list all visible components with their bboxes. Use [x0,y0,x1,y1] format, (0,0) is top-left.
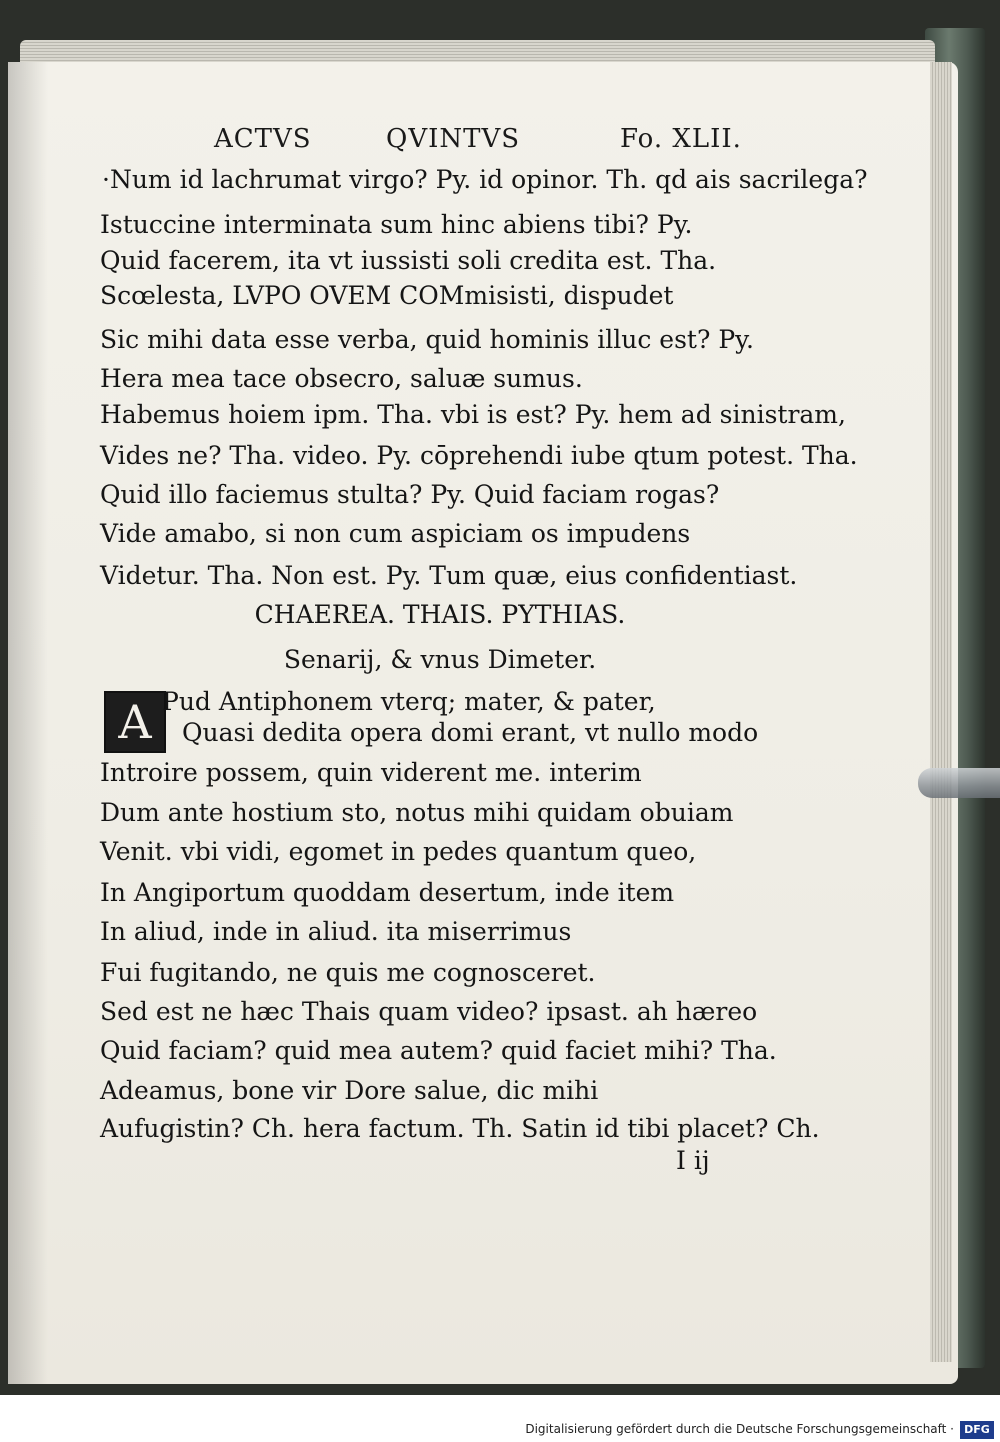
decorated-initial [104,691,166,753]
text-line: Quasi dedita opera domi erant, vt nullo modo [182,718,759,747]
text-line: In Angiportum quoddam desertum, inde item [100,878,675,907]
text-line: Dum ante hostium sto, notus mihi quidam obuiam [100,798,734,827]
text-line: Vides ne? Tha. video. Py. cōprehendi iube qtum potest. Tha. [100,441,858,470]
text-line: Quid facerem, ita vt iussisti soli credita est. Tha. [100,246,717,275]
running-header [0,118,950,158]
scene-heading: CHAEREA. THAIS. PYTHIAS. [254,600,626,629]
text-line: Istuccine interminata sum hinc abiens tibi? Py. [100,210,693,239]
header-center: QVINTVS [386,124,521,154]
text-line: Quid faciam? quid mea autem? quid faciet mihi? Tha. [100,1036,777,1065]
text-line: Sed est ne hæc Thais quam video? ipsast. ah hæreo [100,997,758,1026]
text-line: Venit. vbi vidi, egomet in pedes quantum queo, [100,837,697,866]
text-line: In aliud, inde in aliud. ita miserrimus [100,917,572,946]
funding-notice: Digitalisierung gefördert durch die Deutsche Forschungsgemeinschaft · [525,1422,954,1436]
meter-heading: Senarij, & vnus Dimeter. [283,645,597,674]
text-line: Scœlesta, LVPO OVEM COMmisisti, dispudet [100,281,674,310]
text-line: Habemus hoiem ipm. Tha. vbi is est? Py. hem ad sinistram, [100,400,846,429]
footer-bar [0,1420,1000,1442]
page-stack-right [930,62,952,1362]
text-line: Vide amabo, si non cum aspiciam os impudens [100,519,691,548]
text-line: Introire possem, quin viderent me. interim [100,758,642,787]
text-line: Quid illo faciemus stulta? Py. Quid faciam rogas? [100,480,720,509]
text-line: Hera mea tace obsecro, saluæ sumus. [100,364,583,393]
page-clip-marker [918,768,1000,798]
initial-letter: A [118,695,152,749]
signature-mark: I ij [676,1146,710,1175]
text-line: Sic mihi data esse verba, quid hominis illuc est? Py. [100,325,754,354]
text-line: Videtur. Tha. Non est. Py. Tum quæ, eius confidentiast. [100,561,798,590]
text-line: Adeamus, bone vir Dore salue, dic mihi [100,1076,599,1105]
header-left: ACTVS [214,124,312,154]
folio-number: Fo. XLII. [620,124,742,154]
text-line: Fui fugitando, ne quis me cognosceret. [100,958,596,987]
text-line: Aufugistin? Ch. hera factum. Th. Satin id tibi placet? Ch. [100,1114,820,1143]
dfg-logo: DFG [960,1421,994,1439]
text-line: Pud Antiphonem vterq; mater, & pater, [162,687,656,716]
page-gutter-shadow [8,62,48,1384]
text-line: ·Num id lachrumat virgo? Py. id opinor. Th. qd ais sacrilega? [102,165,868,194]
